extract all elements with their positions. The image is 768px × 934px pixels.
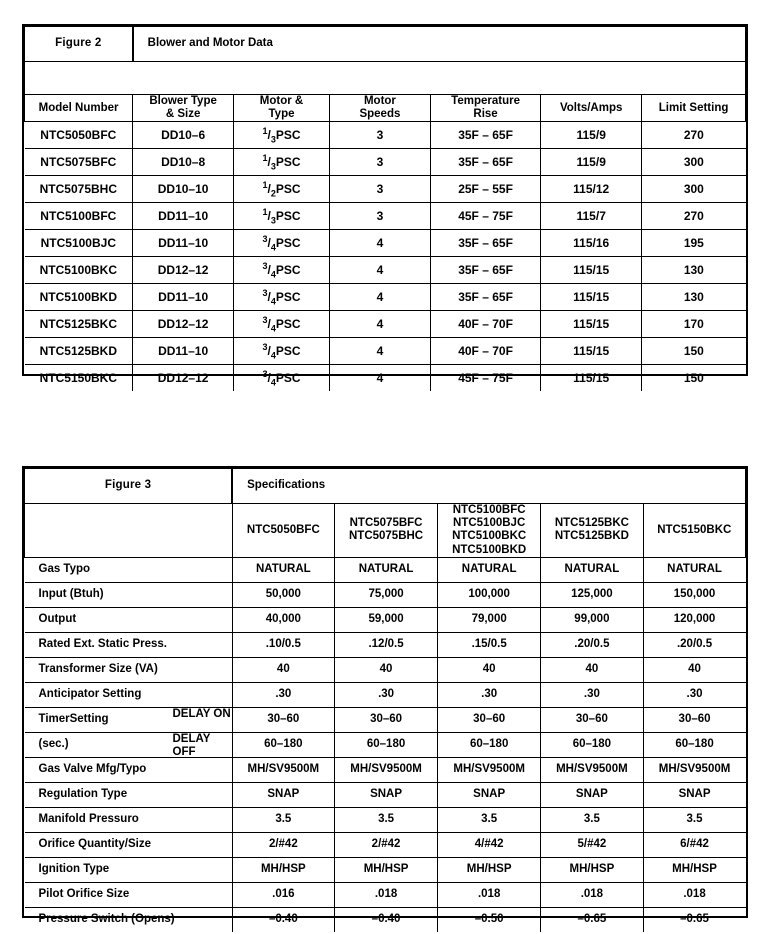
cell-motor-speeds: 4 [329,230,430,257]
fraction-numerator: 1 [262,125,268,136]
cell-motor-speeds: 3 [329,203,430,230]
figure-2-title: Blower and Motor Data [133,27,746,62]
spec-label-text: Gas Valve Mfg/Typo [38,763,147,776]
fraction-denominator: 4 [270,242,276,253]
cell-spec-value: 99,000 [541,607,643,632]
cell-spec-value: MH/HSP [232,857,334,882]
motor-horsepower-fraction [262,127,275,144]
cell-volts-amps: 115/12 [541,176,642,203]
cell-motor-speeds: 4 [329,365,430,392]
cell-spec-value: .018 [643,882,745,907]
cell-spec-value: 5/#42 [541,832,643,857]
fraction-denominator: 4 [270,269,276,280]
table-row [25,907,746,932]
figure-3-model-column-header: NTC5050BFC [232,504,334,558]
cell-spec-label [25,632,233,657]
motor-type-suffix: PSC [275,370,301,385]
cell-motor-type [234,365,330,392]
cell-blower-type-size: DD11–10 [133,338,234,365]
fraction-denominator: 3 [270,134,276,145]
table-row [25,311,746,338]
cell-spec-value: 30–60 [335,707,438,732]
cell-spec-value: .20/0.5 [541,632,643,657]
cell-motor-speeds: 3 [329,122,430,149]
motor-type-suffix: PSC [275,127,301,142]
cell-motor-speeds: 3 [329,149,430,176]
spec-label-text: Input (Btuh) [38,588,104,601]
cell-spec-value: –0.65 [643,907,745,932]
cell-blower-type-size: DD12–12 [133,311,234,338]
spec-label-text: Gas Typo [38,563,91,576]
fraction-slash: / [267,208,271,223]
cell-spec-label [25,657,233,682]
cell-spec-value: NATURAL [335,557,438,582]
cell-volts-amps: 115/15 [541,338,642,365]
spec-label-delay-text: DELAY OFF [172,732,211,759]
cell-motor-type [234,149,330,176]
table-row [25,284,746,311]
cell-spec-value: 30–60 [232,707,334,732]
cell-blower-type-size: DD10–10 [133,176,234,203]
cell-spec-value: 3.5 [335,807,438,832]
fraction-numerator: 3 [262,287,268,298]
cell-model-number: NTC5050BFC [25,122,133,149]
motor-type-suffix: PSC [275,316,301,331]
table-row [25,707,746,732]
fraction-slash: / [267,289,271,304]
table-row [25,230,746,257]
cell-limit-setting: 150 [642,365,746,392]
cell-spec-value: .10/0.5 [232,632,334,657]
cell-spec-value: .15/0.5 [438,632,541,657]
cell-spec-value: 6/#42 [643,832,745,857]
cell-spec-value: 3.5 [232,807,334,832]
cell-spec-value: 60–180 [335,732,438,757]
spec-label-text: (sec.) [38,738,69,751]
spec-label-text: Pilot Orifice Size [38,888,130,901]
figure-2-label: Figure 2 [25,27,133,62]
cell-temperature-rise: 35F – 65F [430,284,540,311]
cell-limit-setting: 195 [642,230,746,257]
cell-model-number: NTC5125BKC [25,311,133,338]
cell-motor-type [234,176,330,203]
cell-spec-value: –0.40 [232,907,334,932]
table-row [25,832,746,857]
figure-3-model-column-header: NTC5150BKC [643,504,745,558]
figure-3-label: Figure 3 [25,469,233,504]
specifications-table [24,468,746,932]
figure-3-model-header-row [25,504,746,558]
cell-model-number: NTC5125BKD [25,338,133,365]
spec-label-text: Pressure Switch (Opens) [38,913,175,926]
cell-spec-value: MH/SV9500M [541,757,643,782]
cell-spec-value: .30 [232,682,334,707]
cell-model-number: NTC5150BKC [25,365,133,392]
fraction-denominator: 4 [270,377,276,388]
cell-spec-value: 50,000 [232,582,334,607]
cell-spec-value: 3.5 [643,807,745,832]
cell-limit-setting: 300 [642,176,746,203]
fraction-denominator: 4 [270,323,276,334]
cell-spec-value: SNAP [232,782,334,807]
fraction-numerator: 1 [262,152,268,163]
figure-2-spacer-band [25,62,746,95]
cell-spec-value: –0.65 [541,907,643,932]
cell-spec-label [25,882,233,907]
cell-temperature-rise: 35F – 65F [430,230,540,257]
cell-spec-value: 120,000 [643,607,745,632]
cell-temperature-rise: 45F – 75F [430,203,540,230]
figure-3-model-column-header: NTC5075BFC NTC5075BHC [335,504,438,558]
cell-spec-value: .018 [541,882,643,907]
figure-2-table-block [22,24,748,388]
figure-2-column-header: Motor & Type [234,95,330,122]
fraction-numerator: 3 [262,314,268,325]
cell-spec-label [25,907,233,932]
cell-spec-value: SNAP [643,782,745,807]
cell-motor-speeds: 4 [329,311,430,338]
cell-limit-setting: 270 [642,122,746,149]
table-row [25,757,746,782]
motor-type-suffix: PSC [275,235,301,250]
motor-horsepower-fraction [262,154,275,171]
cell-spec-value: SNAP [541,782,643,807]
cell-spec-value: 40 [335,657,438,682]
cell-model-number: NTC5075BFC [25,149,133,176]
cell-spec-value: 150,000 [643,582,745,607]
cell-spec-value: SNAP [438,782,541,807]
cell-spec-value: MH/SV9500M [643,757,745,782]
fraction-slash: / [267,235,271,250]
spec-label-text: Output [38,613,77,626]
cell-spec-label [25,682,233,707]
cell-spec-value: 2/#42 [232,832,334,857]
cell-volts-amps: 115/15 [541,365,642,392]
cell-spec-value: 3.5 [438,807,541,832]
figure-2-column-header: Volts/Amps [541,95,642,122]
cell-volts-amps: 115/9 [541,122,642,149]
figure-3-table-block [22,466,748,926]
cell-motor-speeds: 3 [329,176,430,203]
cell-limit-setting: 130 [642,284,746,311]
motor-type-suffix: PSC [275,262,301,277]
cell-limit-setting: 130 [642,257,746,284]
motor-horsepower-fraction [262,316,275,333]
cell-volts-amps: 115/15 [541,311,642,338]
spec-label-text: Rated Ext. Static Press. [38,638,167,651]
cell-temperature-rise: 25F – 55F [430,176,540,203]
cell-motor-speeds: 4 [329,338,430,365]
figure-3-caption-row [25,469,746,504]
cell-spec-value: 40 [232,657,334,682]
figure-3-corner-blank-cell [25,504,233,558]
cell-motor-type [234,257,330,284]
fraction-denominator: 4 [270,296,276,307]
fraction-slash: / [267,181,271,196]
fraction-numerator: 3 [262,233,268,244]
figure-2-spacer-cell [25,62,746,95]
figure-3-title: Specifications [232,469,745,504]
cell-spec-value: –0.40 [335,907,438,932]
cell-spec-value: .016 [232,882,334,907]
cell-spec-value: .018 [335,882,438,907]
cell-spec-label [25,857,233,882]
motor-type-suffix: PSC [275,343,301,358]
cell-spec-value: .12/0.5 [335,632,438,657]
figure-2-caption-row [25,27,746,62]
cell-motor-type [234,122,330,149]
cell-motor-speeds: 4 [329,257,430,284]
fraction-denominator: 3 [270,215,276,226]
table-row [25,122,746,149]
cell-spec-value: 75,000 [335,582,438,607]
cell-spec-value: 40 [541,657,643,682]
cell-spec-value: 60–180 [541,732,643,757]
spec-label-delay-text: DELAY ON [172,707,231,720]
table-row [25,857,746,882]
table-row [25,882,746,907]
cell-spec-value: NATURAL [438,557,541,582]
cell-spec-label [25,782,233,807]
cell-spec-value: NATURAL [232,557,334,582]
motor-horsepower-fraction [262,235,275,252]
motor-type-suffix: PSC [275,208,301,223]
fraction-numerator: 1 [262,206,268,217]
cell-spec-value: MH/HSP [643,857,745,882]
cell-spec-value: MH/SV9500M [335,757,438,782]
table-row [25,365,746,392]
fraction-numerator: 3 [262,260,268,271]
cell-spec-label [25,807,233,832]
motor-horsepower-fraction [262,343,275,360]
cell-spec-value: .018 [438,882,541,907]
cell-model-number: NTC5100BKC [25,257,133,284]
cell-spec-value: 59,000 [335,607,438,632]
figure-2-column-header: Temperature Rise [430,95,540,122]
figure-2-column-header: Motor Speeds [329,95,430,122]
cell-temperature-rise: 35F – 65F [430,149,540,176]
cell-spec-value: 60–180 [232,732,334,757]
spec-label-text: Regulation Type [38,788,128,801]
table-row [25,257,746,284]
cell-motor-type [234,338,330,365]
cell-blower-type-size: DD11–10 [133,284,234,311]
spec-label-text: TimerSetting [38,713,109,726]
cell-volts-amps: 115/9 [541,149,642,176]
table-row [25,657,746,682]
table-row [25,807,746,832]
fraction-slash: / [267,316,271,331]
cell-motor-speeds: 4 [329,284,430,311]
cell-spec-value: 30–60 [541,707,643,732]
spec-label-text: Manifold Pressuro [38,813,139,826]
cell-temperature-rise: 40F – 70F [430,338,540,365]
table-row [25,338,746,365]
table-row [25,582,746,607]
cell-temperature-rise: 40F – 70F [430,311,540,338]
table-row [25,782,746,807]
cell-blower-type-size: DD11–10 [133,203,234,230]
figure-2-column-header-row [25,95,746,122]
cell-spec-value: MH/SV9500M [232,757,334,782]
cell-spec-value: 60–180 [438,732,541,757]
motor-horsepower-fraction [262,262,275,279]
cell-blower-type-size: DD10–8 [133,149,234,176]
cell-model-number: NTC5100BFC [25,203,133,230]
spec-label-text: Anticipator Setting [38,688,142,701]
motor-horsepower-fraction [262,370,275,387]
cell-spec-value: .30 [643,682,745,707]
figure-3-model-column-header: NTC5100BFC NTC5100BJC NTC5100BKC NTC5100BKD [438,504,541,558]
motor-type-suffix: PSC [275,289,301,304]
cell-spec-value: .30 [438,682,541,707]
cell-spec-value: NATURAL [643,557,745,582]
table-row [25,607,746,632]
table-row [25,632,746,657]
cell-spec-label [25,582,233,607]
cell-spec-value: 125,000 [541,582,643,607]
fraction-denominator: 4 [270,350,276,361]
fraction-slash: / [267,127,271,142]
cell-spec-value: .30 [335,682,438,707]
cell-model-number: NTC5100BKD [25,284,133,311]
cell-spec-value: MH/HSP [335,857,438,882]
figure-3-model-column-header: NTC5125BKC NTC5125BKD [541,504,643,558]
cell-blower-type-size: DD12–12 [133,257,234,284]
table-row [25,557,746,582]
cell-temperature-rise: 45F – 75F [430,365,540,392]
cell-spec-value: 30–60 [643,707,745,732]
cell-spec-value: 2/#42 [335,832,438,857]
cell-spec-value: –0.50 [438,907,541,932]
cell-blower-type-size: DD10–6 [133,122,234,149]
motor-horsepower-fraction [262,289,275,306]
cell-spec-value: 40 [438,657,541,682]
cell-temperature-rise: 35F – 65F [430,122,540,149]
cell-volts-amps: 115/7 [541,203,642,230]
cell-spec-value: 4/#42 [438,832,541,857]
cell-volts-amps: 115/16 [541,230,642,257]
cell-motor-type [234,311,330,338]
cell-blower-type-size: DD11–10 [133,230,234,257]
fraction-numerator: 3 [262,341,268,352]
figure-2-column-header: Limit Setting [642,95,746,122]
table-row [25,203,746,230]
cell-spec-value: 30–60 [438,707,541,732]
cell-motor-type [234,203,330,230]
spec-label-text: Ignition Type [38,863,110,876]
cell-limit-setting: 150 [642,338,746,365]
fraction-slash: / [267,343,271,358]
table-row [25,176,746,203]
motor-type-suffix: PSC [275,181,301,196]
cell-volts-amps: 115/15 [541,257,642,284]
cell-temperature-rise: 35F – 65F [430,257,540,284]
spec-label-text: Transformer Size (VA) [38,663,158,676]
cell-spec-value: .30 [541,682,643,707]
cell-limit-setting: 270 [642,203,746,230]
cell-spec-value: 3.5 [541,807,643,832]
table-row [25,149,746,176]
cell-model-number: NTC5100BJC [25,230,133,257]
blower-and-motor-data-table [24,26,746,391]
table-row [25,682,746,707]
cell-spec-label [25,557,233,582]
cell-spec-value: 100,000 [438,582,541,607]
cell-spec-value: MH/HSP [541,857,643,882]
fraction-slash: / [267,154,271,169]
cell-limit-setting: 300 [642,149,746,176]
cell-spec-value: MH/HSP [438,857,541,882]
cell-limit-setting: 170 [642,311,746,338]
cell-spec-value: MH/SV9500M [438,757,541,782]
fraction-denominator: 3 [270,161,276,172]
cell-volts-amps: 115/15 [541,284,642,311]
cell-spec-value: .20/0.5 [643,632,745,657]
cell-model-number: NTC5075BHC [25,176,133,203]
cell-spec-value: 40,000 [232,607,334,632]
fraction-numerator: 3 [262,368,268,379]
fraction-numerator: 1 [262,179,268,190]
cell-spec-value: 79,000 [438,607,541,632]
cell-motor-type [234,284,330,311]
cell-spec-value: SNAP [335,782,438,807]
cell-motor-type [234,230,330,257]
figure-2-column-header: Blower Type & Size [133,95,234,122]
cell-spec-label [25,707,233,732]
motor-type-suffix: PSC [275,154,301,169]
motor-horsepower-fraction [262,208,275,225]
fraction-slash: / [267,262,271,277]
cell-spec-label [25,607,233,632]
figure-3-body [25,557,746,932]
cell-spec-value: 60–180 [643,732,745,757]
figure-2-column-header: Model Number [25,95,133,122]
spec-label-text: Orifice Quantity/Size [38,838,151,851]
fraction-denominator: 2 [270,188,276,199]
figure-2-body [25,122,746,392]
cell-spec-label [25,832,233,857]
cell-blower-type-size: DD12–12 [133,365,234,392]
cell-spec-label [25,757,233,782]
fraction-slash: / [267,370,271,385]
table-row [25,732,746,757]
cell-spec-value: NATURAL [541,557,643,582]
cell-spec-label [25,732,233,757]
cell-spec-value: 40 [643,657,745,682]
motor-horsepower-fraction [262,181,275,198]
